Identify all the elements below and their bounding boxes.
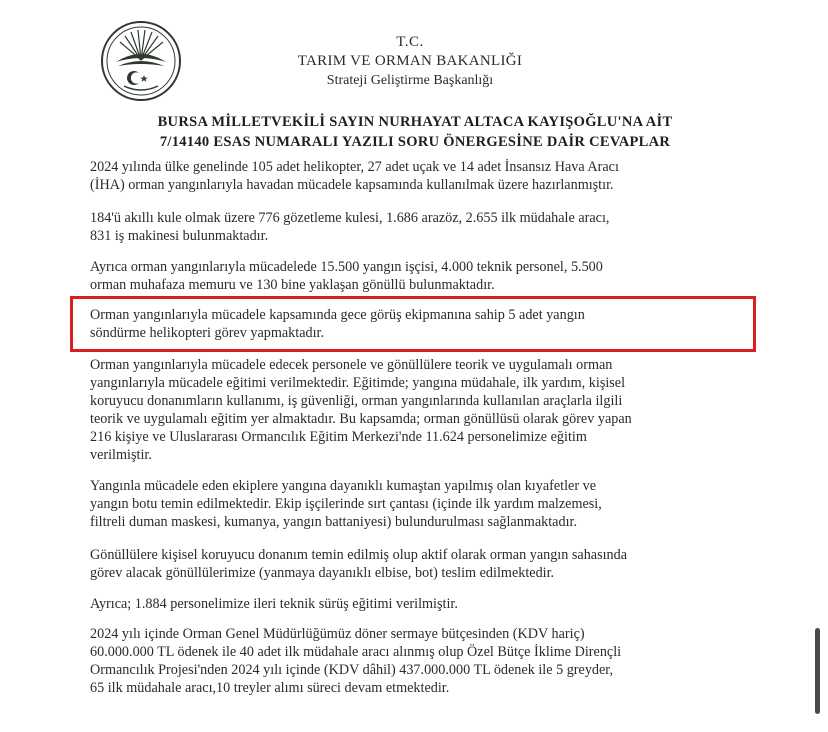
paragraph-line: söndürme helikopteri görev yapmaktadır.: [90, 325, 325, 341]
paragraph-volunteers: [90, 546, 740, 582]
paragraph-line: teorik ve uygulamalı eğitim yer almaktadır. Bu kapsamda; orman gönüllüsü olarak görev yapan: [90, 411, 632, 427]
paragraph-training: [90, 356, 740, 464]
paragraph-line: Ayrıca; 1.884 personelimize ileri teknik sürüş eğitimi verilmiştir.: [90, 596, 458, 612]
title-line-2: 7/14140 ESAS NUMARALI YAZILI SORU ÖNERGESİNE DAİR CEVAPLAR: [159, 134, 671, 150]
paragraph-line: 831 iş makinesi bulunmaktadır.: [90, 228, 269, 244]
paragraph-line: Orman yangınlarıyla mücadele edecek personele ve gönüllülere teorik ve uygulamalı orman: [90, 357, 613, 373]
paragraph-night-vision: [90, 306, 740, 342]
paragraph-line: Gönüllülere kişisel koruyucu donanım temin edilmiş olup aktif olarak orman yangın sahasında: [90, 547, 628, 563]
department-name: Strateji Geliştirme Başkanlığı: [326, 73, 494, 88]
paragraph-line: koruyucu donanımların kullanımı, iş güvenliği, orman yangınlarında kullanılan araçlarla ilgili: [90, 393, 623, 409]
paragraph-towers: [90, 209, 740, 245]
paragraph-line: Ormancılık Projesi'nden 2024 yılı içinde (KDV dâhil) 437.000.000 TL ödenek ile 5 greyder,: [90, 662, 614, 678]
ministry-header: [250, 33, 570, 90]
title-line-1: BURSA MİLLETVEKİLİ SAYIN NURHAYAT ALTACA KAYIŞOĞLU'NA AİT: [157, 114, 673, 130]
paragraph-line: Ayrıca orman yangınlarıyla mücadelede 15.500 yangın işçisi, 4.000 teknik personel, 5.500: [90, 259, 603, 275]
paragraph-line: 2024 yılında ülke genelinde 105 adet helikopter, 27 adet uçak ve 14 adet İnsansız Hava Aracı: [90, 159, 619, 175]
paragraph-line: 60.000.000 TL ödenek ile 40 adet ilk müdahale aracı alınmış olup Özel Bütçe İklime Dirençli: [90, 644, 622, 660]
paragraph-line: yangınlarıyla mücadele eğitimi verilmektedir. Eğitimde; yangına müdahale, ilk yardım, kişisel: [90, 375, 626, 391]
paragraph-line: 184'ü akıllı kule olmak üzere 776 gözetleme kulesi, 1.686 arazöz, 2.655 ilk müdahale aracı,: [90, 210, 610, 226]
paragraph-line: 2024 yılı içinde Orman Genel Müdürlüğümüz döner sermaye bütçesinden (KDV hariç): [90, 626, 585, 642]
document-title: [90, 112, 740, 152]
ministry-name: TARIM VE ORMAN BAKANLIĞI: [297, 53, 523, 69]
paragraph-line: 216 kişiye ve Uluslararası Ormancılık Eğitim Merkezi'nde 11.624 personelimize eğitim: [90, 429, 587, 445]
paragraph-line: orman muhafaza memuru ve 130 bine yaklaşan gönüllü bulunmaktadır.: [90, 277, 495, 293]
paragraph-line: filtreli duman maskesi, kumanya, yangın battaniyesi) bulundurulması sağlanmaktadır.: [90, 514, 577, 530]
paragraph-line: (İHA) orman yangınlarıyla havadan mücadele kapsamında kullanılmak üzere hazırlanmıştır.: [90, 177, 614, 193]
paragraph-line: görev alacak gönüllülerimize (yanmaya dayanıklı elbise, bot) teslim edilmektedir.: [90, 565, 555, 581]
ministry-seal-icon: [100, 20, 182, 102]
paragraph-line: Yangınla mücadele eden ekiplere yangına dayanıklı kumaştan yapılmış olan kıyafetler ve: [90, 478, 596, 494]
paragraph-line: verilmiştir.: [90, 447, 152, 463]
paragraph-driving: [90, 595, 740, 613]
paragraph-line: 65 ilk müdahale aracı,10 treyler alımı süreci devam etmektedir.: [90, 680, 450, 696]
paragraph-personnel: [90, 258, 740, 294]
paragraph-line: yangın botu temin edilmektedir. Ekip işçilerinde sırt çantası (içinde ilk yardım malzemesi,: [90, 496, 602, 512]
paragraph-aircraft: [90, 158, 740, 194]
paragraph-budget: [90, 625, 740, 697]
republic-label: T.C.: [396, 34, 424, 50]
paragraph-line: Orman yangınlarıyla mücadele kapsamında gece görüş ekipmanına sahip 5 adet yangın: [90, 307, 585, 323]
scrollbar[interactable]: [815, 628, 820, 714]
paragraph-equipment: [90, 477, 740, 531]
